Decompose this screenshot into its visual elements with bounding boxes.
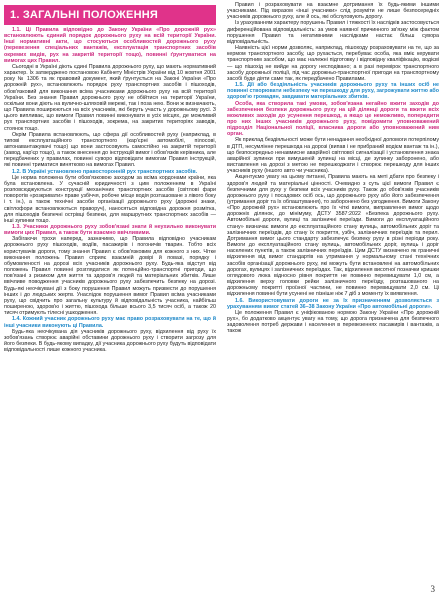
section-title: 1. ЗАГАЛЬНІ ПОЛОЖЕННЯ bbox=[4, 5, 216, 25]
paragraph: Це положення Правил є уніфікованою нормою Закону України «Про дорожній рух», бо додатково акцентує увагу на тому, що дорога призначена для безпечного задоволення потреб держави і населення в перевезеннях пасажирів і вантажів, а також bbox=[227, 309, 439, 335]
right-column bbox=[227, 2, 439, 334]
paragraph: Правил і розраховувати на взаємне дотримання їх будь-якими іншими учасниками. Під виразом «інші учасники» слід розуміти не лише безпосередніх учасників дорожнього руху, але й ось, які обслуговують дорогу. bbox=[227, 2, 439, 21]
paragraph: Як приклад бездіяльності може бути ненадання необхідної допомоги потерпілому в ДТП, несумлінне перешкода на дорозі (випав і не прибраний водієм вантаж та ін.), що безпосередньо ненавмисне аварійної світлової сигналізації і установлення знака аварійної зупинки при вимушеній зупинці на місці, де зупинку заборонено, або виставлення на дорозі з метою не перешкоджати і створює перешкоду для інших учасників руху (іншого авто чи учасника). bbox=[227, 137, 439, 175]
paragraph: Будь-яка неочікувана дія учасників дорожнього руху, відхилення від руху їх зобов'язань створює аварійні обставини дорожнього руху і створити загрозу для його безпеки. В будь-якому випадку, дії учасника дорожнього руху будуть відповідати відповідальності лише кожного учасника. bbox=[4, 328, 216, 354]
paragraph: 1.6. Використовувати дороги не за їх призначенням дозволяється з урахуванням вимог статей 36–38 Закону України «Про автомобільні дороги». bbox=[227, 297, 439, 310]
paragraph: 1.2. В Україні установлено правосторонній рух транспортних засобів. bbox=[12, 168, 198, 175]
paragraph: 1.4. Кожний учасник дорожнього руху має право розраховувати на те, що й інші учасники виконують ці Правила. bbox=[4, 316, 216, 329]
paragraph: Забігаючи трохи наперед, зазначимо, що Правила відповідно учасникам дорожнього руху пішоходів, водіїв, пасажирів і погоничів тварин. Тобто всіх користувачів дороги, тому знання Правил є обов'язковим для кожного з них. Чітке виконання положень Правил сприяє взаємній довірі й повазі, порядку і обумовленості на дорозі всіх учасників дорожнього руху. Будь-яка відступ від положень Правил повинні розглядатися як потенційно-транспортні пригоди, що пов'язані з ризиком для життя та здоров'я людей та матеріальних збитків. Лише ввічливе поводження учасників дорожнього руху забезпечить безпеку на дорозі. Будь-які неочікувані дії з боку порушення Правил можуть призвести до порушення інших і до людських жертв. Унаслідок порушення вимог Правил всіма учасниками руху, що свідчить про загальну культуру й відповідальність учасника, найбільш поширеною, здоров'ю і життю, пішохода більше всього 3,5 тисяч осіб, а також 20 тисяч отримують тілесні ушкодження. bbox=[4, 236, 216, 317]
page-number: 3 bbox=[430, 584, 435, 594]
paragraph: Сьогодні в Україні діють єдині Правила дорожнього руху, що мають нормативний характер. Їх затверджено постановою Кабінету Міністрів України від 10 жовтня 2001 року № 1306 та як правовий документ, який ґрунтується на Законі України «Про дорожній рух», встановлюють порядок руху транспортних засобів і пішоходів, обов'язковий для виконання всіма учасниками дорожнього руху на всій території України. Без знання Правил дорожнього руху не обійтися на території України, оскільки вони діють на вулично-шляховій мережі, так і поза нею. Вони ж визначають, що Правила поширюються на всіх учасників, які беруть участь у дорожньому русі. З цього випливає, що вимоги Правил повинні виконувати в усіх місцях, де можливий рух транспортних засобів і пішоходів, зокрема, на закритих територіях заводів, стоянок тощо. bbox=[4, 63, 216, 132]
paragraph: 1.1. Ці Правила відповідно до Закону України «Про дорожній рух» встановлюють єдиний порядок дорожнього руху на всій території України. Інші нормативні акти, що стосуються особливостей дорожнього руху (перевезення спеціальних вантажів, експлуатація транспортних засобів окремих видів, рух на закритій території тощо), повинні ґрунтуватися на вимогах цих Правил. bbox=[4, 27, 216, 64]
paragraph: 1.5. Дії або бездіяльність учасників дорожнього руху та інших осіб не повинні створювати небезпеку чи перешкоду для руху, загрожувати життю або здоров'ю громадян, завдавати матеріальних збитків. bbox=[227, 82, 439, 101]
paragraph: Наявність цієї норми дозволяє, наприклад, пішоходу розраховувати на те, що за кермом транспортного засобу, що рухається, перебуває особа, яка вміє керувати транспортним засобом, що має належні підготовку і відповідну кваліфікацію, водієві — що пішохід не вийде на дорогу несподівано; а в разі перевірок транспортного засобу дорожньої поліції, під час дорожньо-транспортної пригоди на транспортному засобі буде діяти саме так, як передбачено Правилами. bbox=[227, 45, 439, 82]
right-column-text bbox=[227, 2, 439, 334]
paragraph: Акцентуємо увагу на цьому питанні, Правила мають на меті дбати про безпеку і здоров'я людей та матеріальні цінності. Очевидно з суть цієї вимоги Правил є безпечними для руху у безпеки всіх учасників руху. Також до обов'язків учасників дорожнього руху і посадових осіб ось, що дорожнього руху або його забезпечення (утримання доріг та їх облаштування), то заборонено без узгодження. Вимоги Закону «Про дорожній рух» встановлюють про їх чіткі вимоги, виправлення вимог щодо дорожніх ділянок, до мінімуму, ДСТУ 3587:2022 «Безпека дорожнього руху. Автомобільні дороги, вулиці та залізничні переїзди. Вимоги до експлуатаційного стану» визначає вимоги до експлуатаційного стану вулиць, автомобільних доріг та залізничних переїздів, до стану їх покриття, узбіч, залізничних переїздів та перил. Дотримання вимог цього стандарту забезпечує безпеку руху в різні періоди року. Вимоги до експлуатаційного стану вулиць, автомобільних доріг, вулиць і доріг населених пунктів, а також залізничних переїздів. Цим ДСТУ визначено як граничні відхилення від вимог стандартів на утримання у нормальному стані технічних засобів організації дорожнього руху, які можуть бути встановлені на автомобільних дорогах, вулицях і залізничних переїздах. Так, відхилення висотної позначки кришки оглядового люка відносно рівня покриття не повинно перевищувати 1,0 см, а відхилення верху головки рейки залізничного переїзду, розташованого на дорожньому покритті проїзної частини, не повинно перевищувати 2,0 см. Ці відхилення повинні бути усунені не пізніше ніж 7 діб з моменту їх виявлення. bbox=[227, 174, 439, 298]
paragraph: Окрім Правила встановлюють, що сфера дії особливостей руху (наприклад, в типові експлуатаційного транспортного (кар'єрні автомобілі, пілосові, автонавантажувачі тощо) що вони застосовують самостійно на закритій території (завод, кар'єр тощо), а також внесення до інструкцій вимог і обов'язків керівника, але передбачених у правилах, повинні суворо відповідати вимогам Правил інструкцій, які повинні триматися винятково на вимогах Правил. bbox=[4, 131, 216, 169]
paragraph: Це норма положена бути обов'язковою заходом за всіма кордонами країни, яка була встановлена. У сучасній юридичності з цим положенням в Україні розповсюджуються конструкції механічних транспортних засобів (світлові фари поворотів «розкривати» праве узбіччя, робоче місце водія розташоване з лівого боку і т. ін.), а також технічні засоби організації дорожнього руху (дорожні знаки, світлофори встановлюються праворуч), наносяться відповідна дорожня розмітка, для пішоходів безпечні острівці безпеки, для маршрутних транспортних засобів — інші зупинки тощо. bbox=[4, 174, 216, 224]
paragraph: 1.3. Учасники дорожнього руху зобов'язані знати й неухильно виконувати вимоги цих Правил, а також бути взаємно ввічливими. bbox=[4, 224, 216, 237]
left-column-text bbox=[4, 27, 216, 353]
paragraph: Із урахуванням характеру порушень Правил і тяжкості їх наслідків застосовується диференційована відповідальність: за умов наявної причинного зв'язку між фактом порушення Правил та негативними наслідками настає більш сувора відповідальність. bbox=[227, 20, 439, 45]
left-column bbox=[4, 0, 216, 353]
paragraph: Особа, яка створила такі умови, зобов'язана негайно вжити заходів до забезпечення безпеки дорожнього руху на цій ділянці дороги та вжити всіх можливих заходів до усунення перешкод, а якщо це неможливо, попередити про них інших учасників дорожнього руху, повідомити уповноважений підрозділ Національної поліції, власника дороги або уповноважений ним орган. bbox=[227, 100, 439, 138]
